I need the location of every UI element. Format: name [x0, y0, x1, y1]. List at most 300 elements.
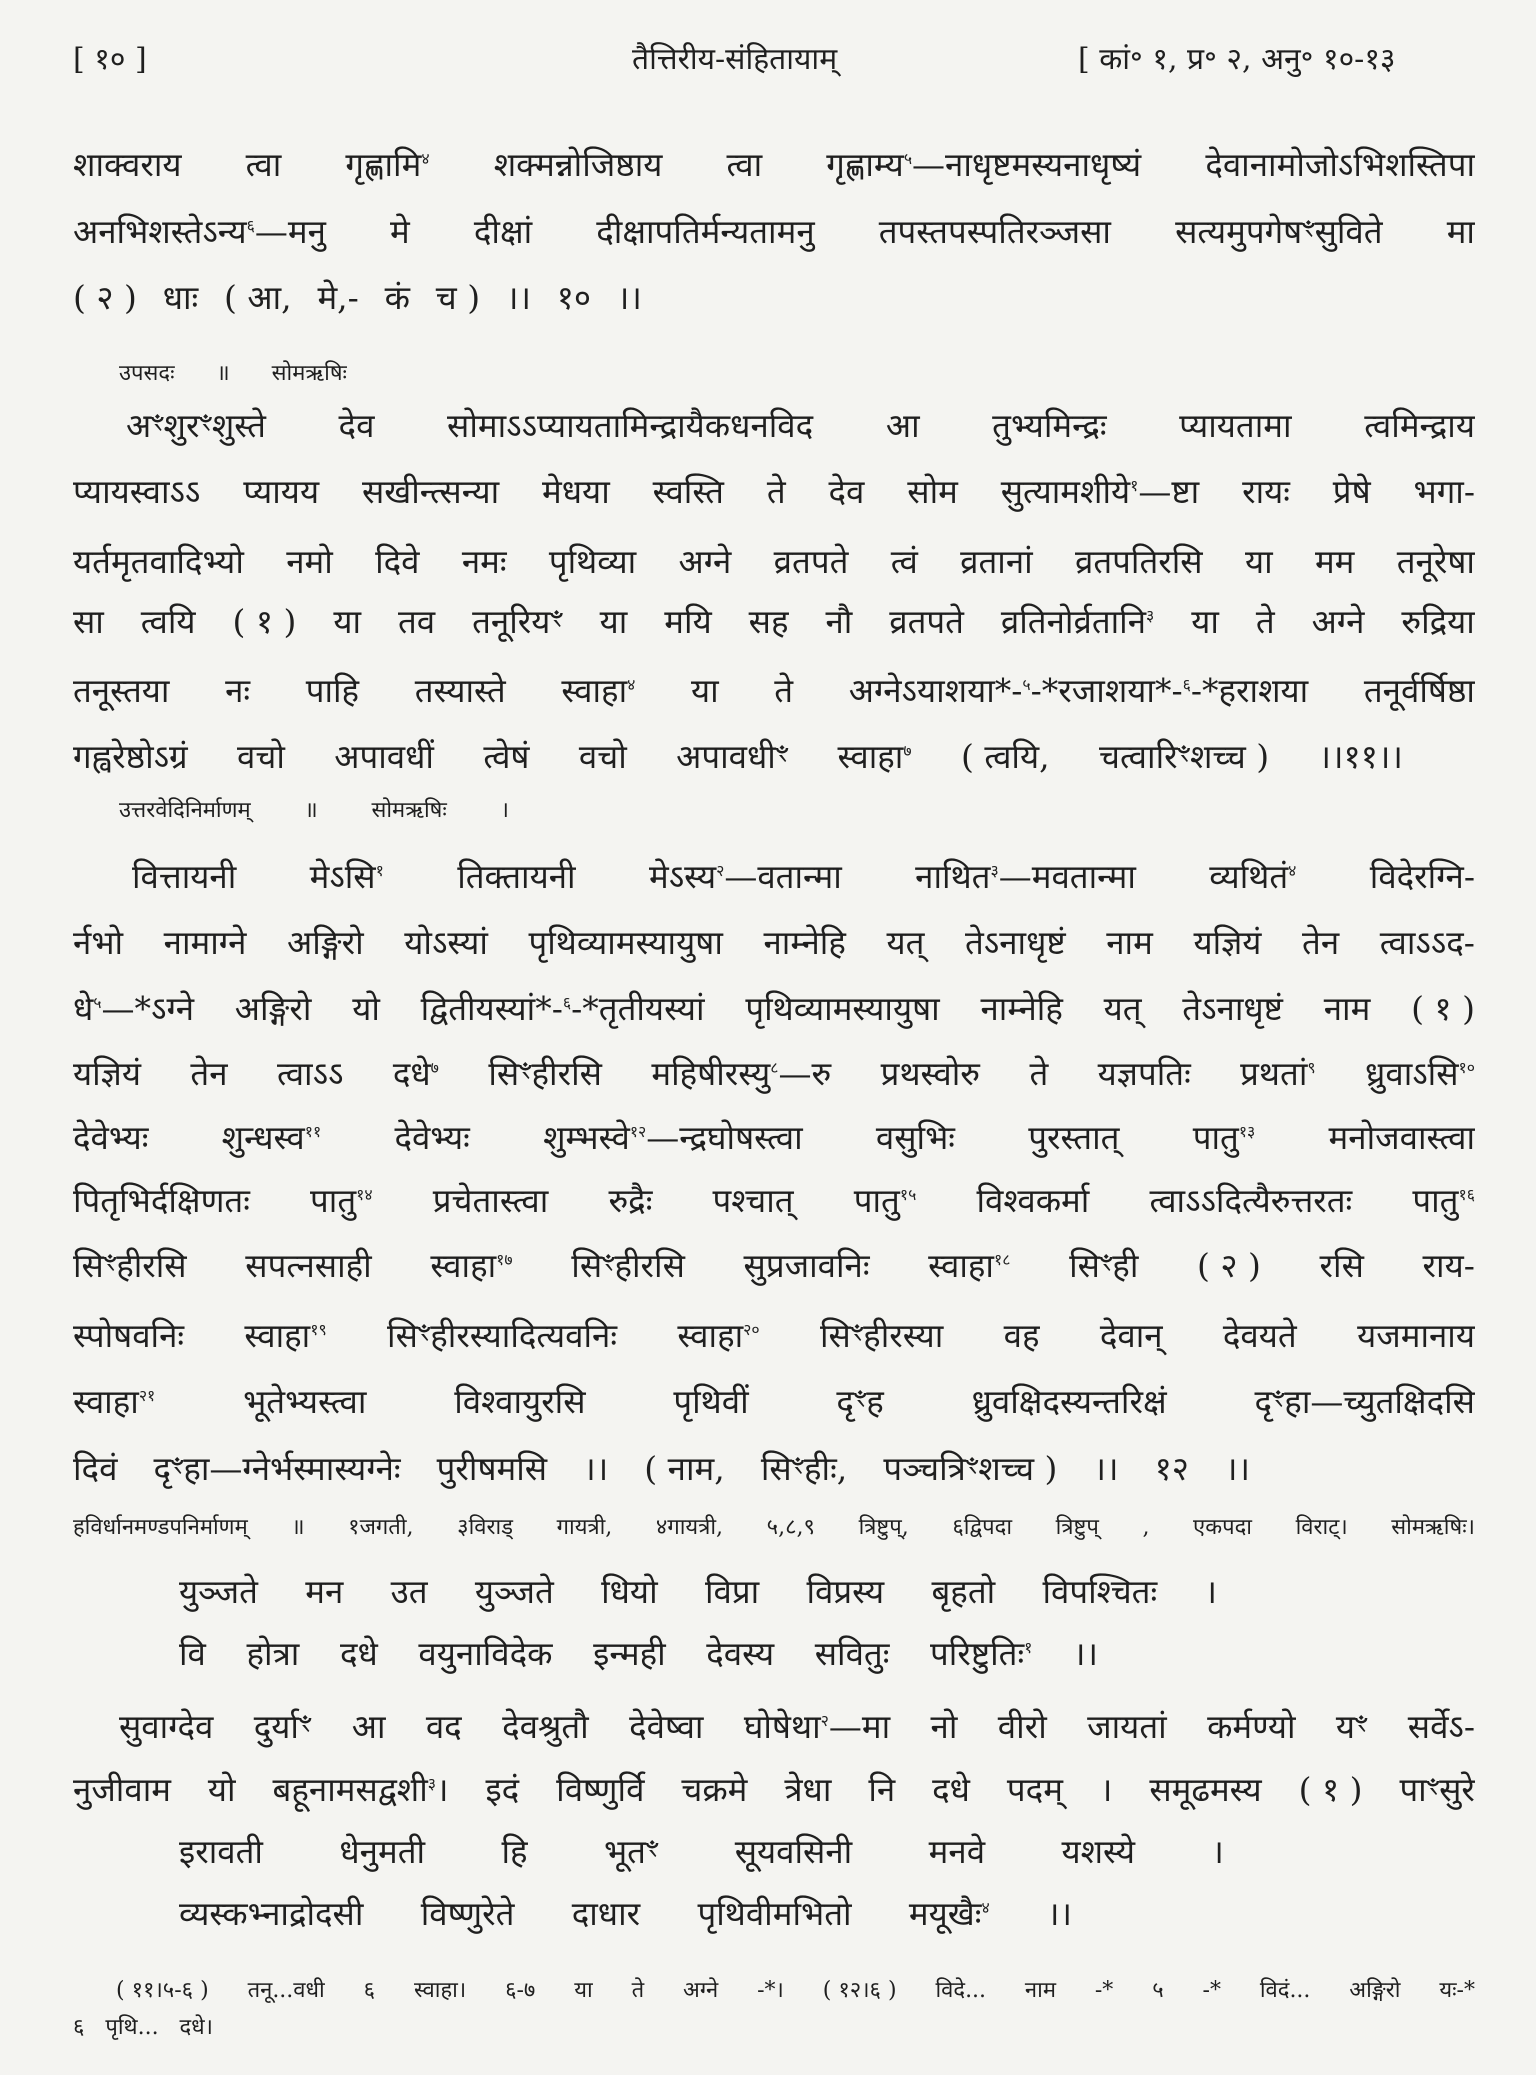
word: नुजीवाम [73, 1770, 171, 1809]
word: त्वं [890, 542, 918, 581]
word: -* [1202, 1978, 1221, 2003]
text-line [73, 539, 1475, 585]
word: होत्रा [246, 1634, 300, 1673]
word: दीक्षां [473, 212, 533, 251]
word: अग्ने [683, 1978, 719, 2003]
word: हविर्धानमण्डपनिर्माणम् [73, 1515, 248, 1540]
word: तेऽनाधृष्टं [1182, 989, 1283, 1028]
word: ते [1029, 1054, 1049, 1093]
word: तिक्तायनी [457, 857, 576, 896]
footnote-marker: १३ [1238, 1122, 1256, 1141]
word: विदे... [935, 1978, 987, 2003]
word: गह्वरेष्ठोऽग्रं [73, 737, 188, 776]
word: रसि [1319, 1246, 1364, 1285]
word: नि [868, 1770, 896, 1809]
footnote-marker: १ [375, 861, 384, 880]
word: प्रचेतास्त्वा [432, 1181, 549, 1220]
word: हि [501, 1832, 528, 1871]
word: तनूस्तया [73, 671, 170, 710]
footnote-marker: २ [716, 861, 725, 880]
text-line [73, 1767, 1475, 1813]
word: विष्णुर्वि [556, 1770, 645, 1809]
section-heading [73, 1512, 1475, 1544]
word: । [500, 798, 509, 823]
word: सर्वेऽ- [1407, 1707, 1475, 1746]
word: राय- [1422, 1246, 1475, 1285]
word: अङ्गिरो [286, 923, 364, 962]
word: योऽस्यां [404, 923, 488, 962]
word: चत्वारिꣳशच्च ) [1098, 737, 1270, 776]
word: ।। [1046, 1894, 1072, 1933]
text-line [73, 668, 1475, 714]
word: देव [828, 472, 865, 511]
word: ६ [363, 1978, 376, 2003]
word: पातु$^{१४}$ [310, 1181, 373, 1220]
footnote-line [116, 1975, 1475, 2007]
word: देवेभ्यः [394, 1118, 470, 1157]
word: व्रतिनोर्व्रतानि$^३$ [1000, 602, 1155, 641]
word: गृह्णामि$^४$ [345, 145, 430, 184]
section-heading [119, 358, 347, 390]
word: रुद्रिया [1401, 602, 1475, 641]
word: दृꣳहा—च्युतक्षिदसि [1254, 1382, 1475, 1421]
word: इदं [485, 1770, 520, 1809]
word: मयूखैः$^४$ [908, 1894, 990, 1933]
word: १२ [1154, 1449, 1189, 1488]
word: पातु$^{१३}$ [1192, 1118, 1256, 1157]
word: व्रतपतिरसि [1075, 542, 1203, 581]
word: अपावधीं [334, 737, 434, 776]
text-line [73, 275, 642, 321]
word: स्वाहा$^{१८}$ [928, 1246, 1011, 1285]
word: त्वमिन्द्राय [1364, 406, 1475, 445]
word: सवितुः [814, 1634, 890, 1673]
word: तुभ्यमिन्द्रः [992, 406, 1107, 445]
word: प्यायतामा [1179, 406, 1292, 445]
word: मम [1314, 542, 1355, 581]
word: अग्ने [1311, 602, 1365, 641]
word: यज्ञियं [1193, 923, 1262, 962]
text-line [73, 920, 1475, 966]
word: सोमऋषिः। [1391, 1515, 1475, 1540]
word: समूढमस्य [1149, 1770, 1262, 1809]
word: प्रेषे [1332, 472, 1371, 511]
word: च ) [435, 278, 481, 317]
word: तव [397, 602, 436, 641]
word: ( नाम, [644, 1449, 725, 1488]
word: त्रिष्टुप् [1055, 1515, 1099, 1540]
word: धियो [601, 1572, 658, 1611]
word: १जगती, [348, 1515, 414, 1540]
word: परिष्टुतिः$^१$ [930, 1634, 1033, 1673]
word: नाम [1106, 923, 1153, 962]
word: स्वाहा$^{१७}$ [430, 1246, 513, 1285]
footnote-marker: ६ [246, 216, 255, 235]
word: घोषेथा$^२$—मा [743, 1707, 891, 1746]
word: सूयवसिनी [734, 1832, 853, 1871]
word: ( त्वयि, [960, 737, 1050, 776]
footnote-marker: ६ [1182, 675, 1191, 694]
footnote-marker: १७ [496, 1250, 513, 1269]
word: शक्मन्नोजिष्ठाय [493, 145, 663, 184]
word: नामाग्ने [163, 923, 247, 962]
word: पृथि... [105, 2015, 159, 2040]
word: अग्नेऽयाशया*-$^५$-*रजाशया*-$^६$-*हराशया [848, 671, 1309, 710]
word: भूतेभ्यस्त्वा [243, 1382, 367, 1421]
footnote-marker: ७ [430, 1058, 439, 1077]
word: ६-७ [505, 1978, 536, 2003]
word: ते [766, 472, 786, 511]
word: विप्रा [704, 1572, 760, 1611]
verse-line [179, 1829, 1224, 1875]
word: । [1211, 1832, 1224, 1871]
word: विप्रस्य [806, 1572, 885, 1611]
word: शुन्धस्व$^{११}$ [221, 1118, 322, 1157]
word: तपस्तपस्पतिरञ्जसा [878, 212, 1111, 251]
word: पुरस्तात् [1028, 1118, 1120, 1157]
word: व्यथितं$^४$ [1209, 857, 1297, 896]
word: यशस्ये [1061, 1832, 1136, 1871]
word: सिꣳहीरसि [571, 1246, 685, 1285]
word: यज्ञपतिः [1097, 1054, 1191, 1093]
word: ( १२।६ ) [822, 1978, 897, 2003]
word: ( ११।५-६ ) [116, 1978, 209, 2003]
word: वि [179, 1634, 206, 1673]
word: सह [748, 602, 789, 641]
word: यो [352, 989, 380, 1028]
word: नाम्नेहि [763, 923, 846, 962]
word: पृथिवीं [673, 1382, 749, 1421]
word: यज्ञियं [73, 1054, 141, 1093]
word: मनवे [928, 1832, 986, 1871]
word: पाहि [305, 671, 360, 710]
word: पातु$^{१६}$ [1412, 1181, 1475, 1220]
word: नाम [1323, 989, 1371, 1028]
word: पृथिव्या [548, 542, 637, 581]
word: मेऽसि$^१$ [309, 857, 384, 896]
word: सोमऋषिः [271, 361, 347, 386]
word: ।। [583, 1449, 609, 1488]
word: सुवाग्देव [119, 1707, 214, 1746]
word: ते [774, 671, 794, 710]
word: पुरीषमसि [436, 1449, 548, 1488]
word: ध्रुवाऽसि$^{१०}$ [1365, 1054, 1475, 1093]
word: देवयते [1222, 1316, 1297, 1355]
section-reference: [ कां॰ १, प्र॰ २, अनु॰ १०-१३ [1078, 42, 1396, 77]
word: त्वा [726, 145, 763, 184]
footnote-marker: १२ [629, 1122, 647, 1141]
word: स्वाहा$^४$ [561, 671, 636, 710]
text-line [119, 1704, 1475, 1750]
word: स्पोषवनिः [73, 1316, 185, 1355]
word: स्वाहा$^{१९}$ [244, 1316, 327, 1355]
word: कं [384, 278, 410, 317]
footnote-marker: ६ [562, 993, 572, 1012]
word: यत् [1103, 989, 1142, 1028]
word: या [599, 602, 628, 641]
word: पाꣳसुरे [1399, 1770, 1475, 1809]
word: वयुनाविदेक [418, 1634, 553, 1673]
word: पदम् [1006, 1770, 1063, 1809]
word: यत् [886, 923, 925, 962]
word: तनूरेषा [1396, 542, 1475, 581]
word: नाम [1024, 1978, 1056, 2003]
word: शाक्वराय [73, 145, 182, 184]
word: ५ [1152, 1978, 1164, 2003]
footnote-marker: २ [820, 1711, 829, 1730]
word: दधे [932, 1770, 970, 1809]
text-line [73, 1178, 1475, 1224]
word: मेऽस्य$^२$—वतान्मा [648, 857, 842, 896]
word: त्वयि [140, 602, 196, 641]
word: सत्यमुपगेषꣳसुविते [1175, 212, 1383, 251]
word: दुर्याꣳ [253, 1707, 312, 1746]
word: ( १ ) [1411, 989, 1475, 1028]
footnote-marker: ४ [981, 1898, 990, 1917]
word: सोमाऽऽप्यायतामिन्द्रायैकधनविद [447, 406, 814, 445]
word: । [1099, 1770, 1113, 1809]
word: ( २ ) [73, 278, 137, 317]
word: ।। [616, 278, 642, 317]
word: , [1142, 1515, 1150, 1540]
word: तनूरियꣳ [472, 602, 563, 641]
word: मेधया [542, 472, 610, 511]
word: सुप्रजावनिः [743, 1246, 870, 1285]
word: अङ्गिरो [1349, 1978, 1401, 2003]
word: वसुभिः [875, 1118, 955, 1157]
word: ।।११।। [1318, 737, 1403, 776]
word: त्रेधा [784, 1770, 832, 1809]
word: ५,८,९ [766, 1515, 815, 1540]
word: प्रथतां$^९$ [1240, 1054, 1316, 1093]
word: स्वाहा$^{२१}$ [73, 1382, 156, 1421]
word: त्वाऽऽदित्यैरुत्तरतः [1149, 1181, 1353, 1220]
word: रुद्रैः [608, 1181, 653, 1220]
footnote-marker: ४ [1288, 861, 1297, 880]
footnote-marker: ७ [903, 741, 912, 760]
word: ते [631, 1978, 645, 2003]
word: नाम्नेहि [980, 989, 1063, 1028]
footnote-marker: २० [743, 1320, 760, 1339]
word: पृथिवीमभितो [697, 1894, 852, 1933]
word: शुम्भस्वे$^{१२}$—न्द्रघोषस्त्वा [543, 1118, 803, 1157]
word: पितृभिर्दक्षिणतः [73, 1181, 250, 1220]
word: धेनुमती [339, 1832, 426, 1871]
word: व्यस्कभ्नाद्रोदसी [179, 1894, 364, 1933]
footnote-line [73, 2012, 213, 2044]
text-line [132, 854, 1475, 900]
word: नौ [825, 602, 853, 641]
word: वीरो [997, 1707, 1047, 1746]
word: व्रतपते [773, 542, 849, 581]
word: या [333, 602, 362, 641]
word: भगा- [1413, 472, 1475, 511]
word: दाधार [571, 1894, 641, 1933]
word: त्वेषं [483, 737, 530, 776]
footnote-marker: १ [1130, 476, 1139, 495]
word: तेन [1302, 923, 1340, 962]
footnote-marker: ४ [421, 149, 430, 168]
text-line [73, 1115, 1475, 1161]
word: सपत्नसाही [245, 1246, 372, 1285]
word: महिषीरस्यु$^८$—रु [651, 1054, 832, 1093]
word: दिवे [375, 542, 420, 581]
word: मा [1446, 212, 1475, 251]
word: विश्वायुरसि [454, 1382, 586, 1421]
word: यजमानाय [1357, 1316, 1475, 1355]
word: इन्मही [593, 1634, 666, 1673]
word: तेऽनाधृष्टं [964, 923, 1066, 962]
word: व्रतपते [889, 602, 964, 641]
word: स्वाहा$^७$ [837, 737, 912, 776]
word: दृꣳह [836, 1382, 884, 1421]
word: इरावती [179, 1832, 263, 1871]
word: देवस्य [706, 1634, 775, 1673]
word: नो [930, 1707, 958, 1746]
text-line [73, 1446, 1250, 1492]
word: धाः [162, 278, 199, 317]
word: ( १ ) [1298, 1770, 1363, 1809]
verse-line [179, 1891, 1072, 1937]
word: देव [338, 406, 375, 445]
word: या [1244, 542, 1273, 581]
word: -* [1094, 1978, 1114, 2003]
word: मनोजवास्त्वा [1328, 1118, 1475, 1157]
word: त्रिष्टुप्, [858, 1515, 909, 1540]
footnote-marker: १६ [1458, 1185, 1475, 1204]
footnote-marker: १८ [993, 1250, 1011, 1269]
text-line [73, 1379, 1475, 1425]
word: स्वाहा$^{२०}$ [677, 1316, 760, 1355]
word: द्वितीयस्यां*-$^६$-*तृतीयस्यां [420, 989, 705, 1028]
word: दधे। [179, 2015, 213, 2040]
footnote-marker: ५ [1022, 675, 1031, 694]
text-line [73, 1051, 1475, 1097]
word: सा [73, 602, 104, 641]
footnote-marker: २१ [138, 1386, 156, 1405]
word: ॥ [216, 361, 230, 386]
word: सिꣳहीरसि [73, 1246, 187, 1285]
footnote-marker: १० [1458, 1058, 1475, 1077]
text-line [73, 1243, 1475, 1289]
word: नमः [461, 542, 507, 581]
word: यर्तमृतवादिभ्यो [73, 542, 244, 581]
word: स्वाहा। [413, 1978, 467, 2003]
word: ॥ [291, 1515, 305, 1540]
word: आ [351, 1707, 386, 1746]
word: । [1204, 1572, 1217, 1611]
word: प्यायय [243, 472, 320, 511]
word: पञ्चत्रिꣳशच्च ) [883, 1449, 1058, 1488]
verse-line [179, 1631, 1098, 1677]
text-line [73, 734, 1403, 780]
footnote-marker: १९ [310, 1320, 327, 1339]
word: तनूर्वर्षिष्ठा [1363, 671, 1475, 710]
word: अपावधीꣳ [676, 737, 789, 776]
word: विराट्। [1295, 1515, 1348, 1540]
word: रायः [1242, 472, 1290, 511]
text-line [73, 469, 1475, 515]
word: देवानामोजोऽभिशस्तिपा [1205, 145, 1475, 184]
text-line [126, 403, 1475, 449]
word: विष्णुरेते [420, 1894, 515, 1933]
word: विदेरग्नि- [1369, 857, 1475, 896]
word: अꣳशुरꣳशुस्ते [126, 406, 266, 445]
word: आ [885, 406, 920, 445]
word: ( आ, [224, 278, 292, 317]
word: या [690, 671, 719, 710]
word: -*। [757, 1978, 784, 2003]
word: प्रथस्वोरु [880, 1054, 981, 1093]
word: पश्चात् [712, 1181, 794, 1220]
word: ६द्विपदा [952, 1515, 1013, 1540]
word: तेन [190, 1054, 228, 1093]
word: सिꣳहीरस्यादित्यवनिः [387, 1316, 617, 1355]
word: त्वा [245, 145, 282, 184]
word: चक्रमे [681, 1770, 748, 1809]
word: युञ्जते [474, 1572, 554, 1611]
word: ६ [73, 2015, 85, 2040]
word: त्वाऽऽद- [1379, 923, 1475, 962]
word: या [1191, 602, 1219, 641]
text-line [73, 142, 1475, 188]
footnote-marker: ५ [93, 993, 102, 1012]
footnote-marker: ३ [990, 861, 999, 880]
word: अङ्गिरो [234, 989, 312, 1028]
word: नः [225, 671, 251, 710]
word: सोम [907, 472, 958, 511]
word: उत [390, 1572, 428, 1611]
word: स्वस्ति [652, 472, 724, 511]
footnote-marker: ३ [1146, 606, 1155, 625]
verse-line [179, 1569, 1217, 1615]
word: सिꣳही [1069, 1246, 1139, 1285]
word: विश्वकर्मा [976, 1181, 1090, 1220]
word: मे,- [317, 278, 359, 317]
footnote-marker: ११ [304, 1122, 322, 1141]
footnote-marker: ९ [1307, 1058, 1316, 1077]
word: सुत्यामशीये$^१$—ष्टा [1000, 472, 1200, 511]
word: ( २ ) [1197, 1246, 1261, 1285]
word: प्यायस्वाऽऽ [73, 472, 201, 511]
word: ।। [1093, 1449, 1119, 1488]
word: सखीन्त्सन्या [361, 472, 500, 511]
footnote-marker: ५ [903, 149, 913, 168]
text-line [73, 986, 1475, 1032]
word: ॥ [304, 798, 318, 823]
word: १० [556, 278, 592, 317]
section-heading [119, 795, 509, 827]
word: ।। [1224, 1449, 1250, 1488]
word: सोमऋषिः [371, 798, 447, 823]
word: उपसदः [119, 361, 175, 386]
word: या [574, 1978, 593, 2003]
word: ३विराड् [457, 1515, 513, 1540]
word: र्नभो [73, 923, 124, 962]
word: वचो [237, 737, 285, 776]
word: नमो [286, 542, 333, 581]
word: दधे$^७$ [392, 1054, 439, 1093]
word: देवेभ्यः [73, 1118, 149, 1157]
word: बृहतो [931, 1572, 996, 1611]
word: भूतꣳ [603, 1832, 659, 1871]
word: दृꣳहा—ग्नेर्भस्मास्यग्नेः [153, 1449, 401, 1488]
text-line [73, 599, 1475, 645]
word: अग्ने [678, 542, 732, 581]
word: वह [1003, 1316, 1040, 1355]
word: ।। [1072, 1634, 1098, 1673]
word: मन [305, 1572, 344, 1611]
